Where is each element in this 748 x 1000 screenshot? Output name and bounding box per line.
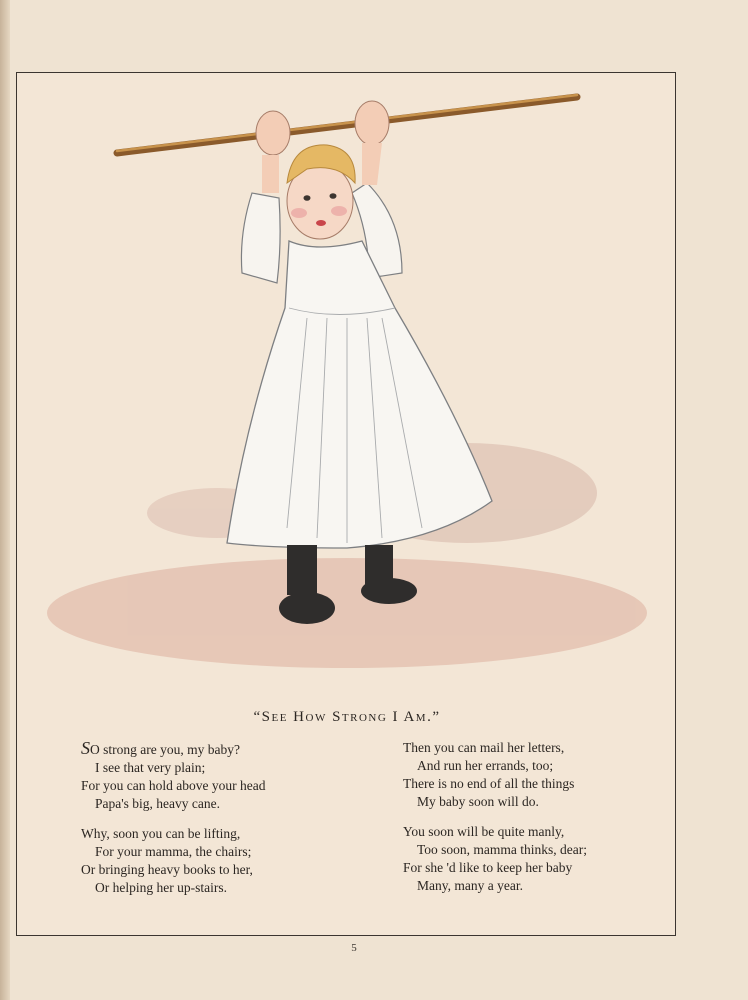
poem-line <box>81 861 381 879</box>
poem-line <box>403 775 703 793</box>
poem-line <box>81 843 381 861</box>
poem-line-text: I see that very plain; <box>95 760 206 775</box>
poem-line <box>403 757 703 775</box>
drop-cap-letter: S <box>81 738 90 758</box>
poem-line-text: Why, soon you can be lifting, <box>81 826 241 841</box>
poem-line <box>81 759 381 777</box>
poem-line-text: Or bringing heavy books to her, <box>81 862 253 877</box>
poem-line <box>403 841 703 859</box>
poem-line-text: And run her errands, too; <box>417 758 554 773</box>
poem-line-text: Papa's big, heavy cane. <box>95 796 221 811</box>
poem-right-column <box>403 739 703 907</box>
right-hand <box>355 101 389 145</box>
poem-line-text: For you can hold above your head <box>81 778 266 793</box>
poem-line <box>81 795 381 813</box>
poem-line <box>81 777 381 795</box>
book-page-edge <box>0 0 10 1000</box>
poem-line <box>81 739 381 759</box>
left-shoe <box>279 592 335 624</box>
poem-line-text: O strong are you, my baby? <box>90 742 240 757</box>
poem-stanza <box>403 823 703 895</box>
poem-stanza <box>403 739 703 811</box>
poem-line <box>81 825 381 843</box>
poem-line <box>403 739 703 757</box>
left-hand <box>256 111 290 155</box>
poem-line <box>403 793 703 811</box>
poem-line <box>81 879 381 897</box>
illustration-frame <box>16 72 676 936</box>
poem-line <box>403 877 703 895</box>
poem-line <box>403 859 703 877</box>
cane <box>117 95 577 153</box>
poem-line-text: For she 'd like to keep her baby <box>403 860 573 875</box>
poem-line-text: Then you can mail her letters, <box>403 740 565 755</box>
poem-stanza <box>81 739 381 813</box>
poem-stanza <box>81 825 381 897</box>
poem-line-text: Many, many a year. <box>417 878 523 893</box>
left-arm <box>241 193 280 283</box>
poem-line-text: Or helping her up-stairs. <box>95 880 227 895</box>
illustration-caption: “See How Strong I Am.” <box>253 709 441 725</box>
page-number: 5 <box>351 942 357 954</box>
poem-line-text: For your mamma, the chairs; <box>95 844 252 859</box>
poem-line-text: You soon will be quite manly, <box>403 824 565 839</box>
poem-line-text: Too soon, mamma thinks, dear; <box>417 842 588 857</box>
poem-line-text: My baby soon will do. <box>417 794 539 809</box>
poem-line <box>403 823 703 841</box>
child-with-cane-illustration <box>17 73 677 703</box>
poem-left-column <box>81 739 381 909</box>
white-dress <box>227 241 492 548</box>
poem-line-text: There is no end of all the things <box>403 776 575 791</box>
